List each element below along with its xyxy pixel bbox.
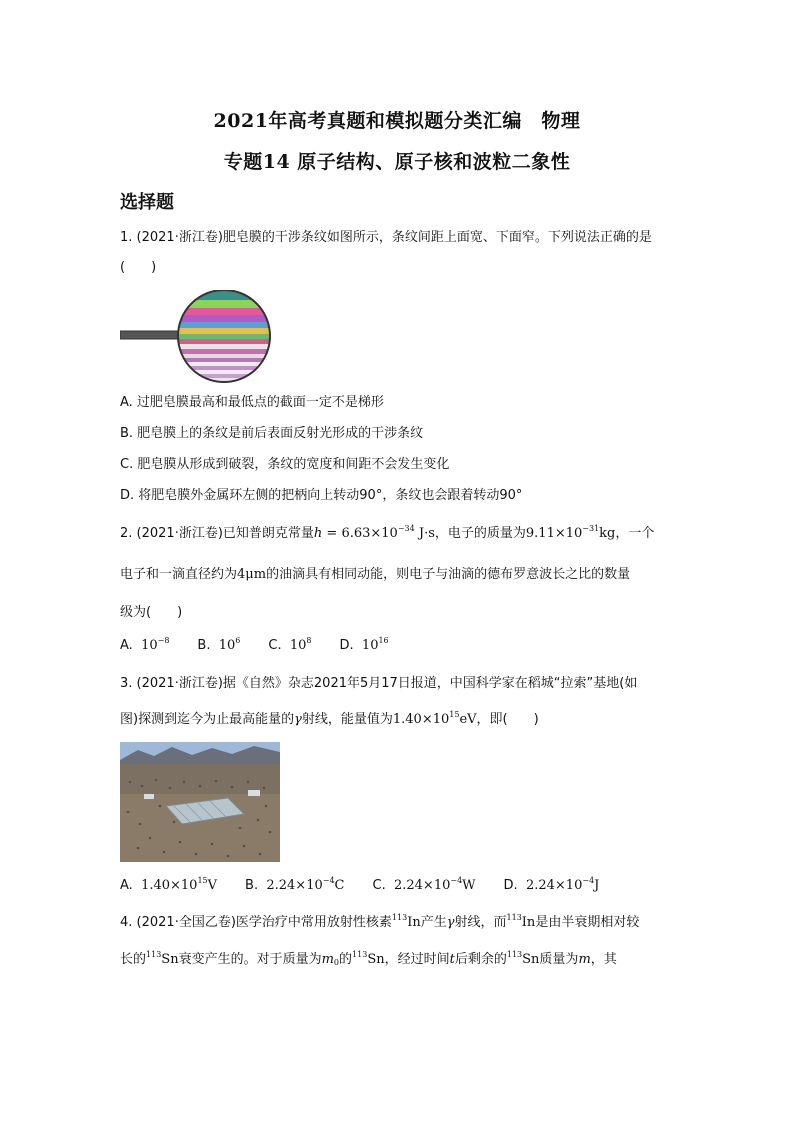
question-1-option-c: C. 肥皂膜从形成到破裂，条纹的宽度和间距不会发生变化 [120,457,450,472]
page-subtitle: 专题14 原子结构、原子核和波粒二象性 [223,151,571,173]
question-1-option-a: A. 过肥皂膜最高和最低点的截面一定不是梯形 [120,395,384,410]
question-2-line-3: 级为( ) [120,605,183,620]
question-4-line-1: 4. (2021·全国乙卷)医学治疗中常用放射性核素$^{113}$In产生γ射线，而$^{113}$In是由半衰期相对较 [120,913,640,930]
soap-film-ring-figure [120,290,280,386]
page-title: 2021年高考真题和模拟题分类汇编 物理 [213,110,581,132]
question-4-line-2: 长的$^{113}$Sn衰变产生的。对于质量为$m_0$的$^{113}$Sn，经过时间t后剩余的$^{113}$Sn质量为m，其 [120,950,617,967]
question-1-stem: 1. (2021·浙江卷)肥皂膜的干涉条纹如图所示，条纹间距上面宽、下面窄。下列说法正确的是 [120,230,652,245]
section-heading: 选择题 [120,192,174,213]
question-2-line-2: 电子和一滴直径约为4μm的油滴具有相同动能，则电子与油滴的德布罗意波长之比的数量 [120,567,631,582]
question-1-option-b: B. 肥皂膜上的条纹是前后表面反射光形成的干涉条纹 [120,426,424,441]
question-3-line-2: 图)探测到迄今为止最高能量的γ射线，能量值为$1.40\times 10^{15}eV$，即( ) [120,710,539,727]
question-1-bracket: ( ) [120,260,157,275]
lhaaso-observatory-photo [120,742,280,862]
question-3-line-1: 3. (2021·浙江卷)据《自然》杂志2021年5月17日报道，中国科学家在稻城“拉索”基地(如 [120,676,638,691]
question-3-options: A. $1.40\times 10^{15}V$ B. $2.24\times 10^{-4}C$ C. $2.24\times 10^{-4}W$ D. $2.24\times 10^{-4}J$ [120,876,600,893]
question-2-options: A. $10^{-8}$ B. $10^6$ C. $10^8$ D. $10^{16}$ [120,636,389,653]
question-1-option-d: D. 将肥皂膜外金属环左侧的把柄向上转动90°，条纹也会跟着转动90° [120,488,523,503]
question-2-line-1: 2. (2021·浙江卷)已知普朗克常量$h = 6.63\times 10^{-34}$ J·s，电子的质量为$9.11\times 10^{-31}kg$，一个 [120,524,655,541]
